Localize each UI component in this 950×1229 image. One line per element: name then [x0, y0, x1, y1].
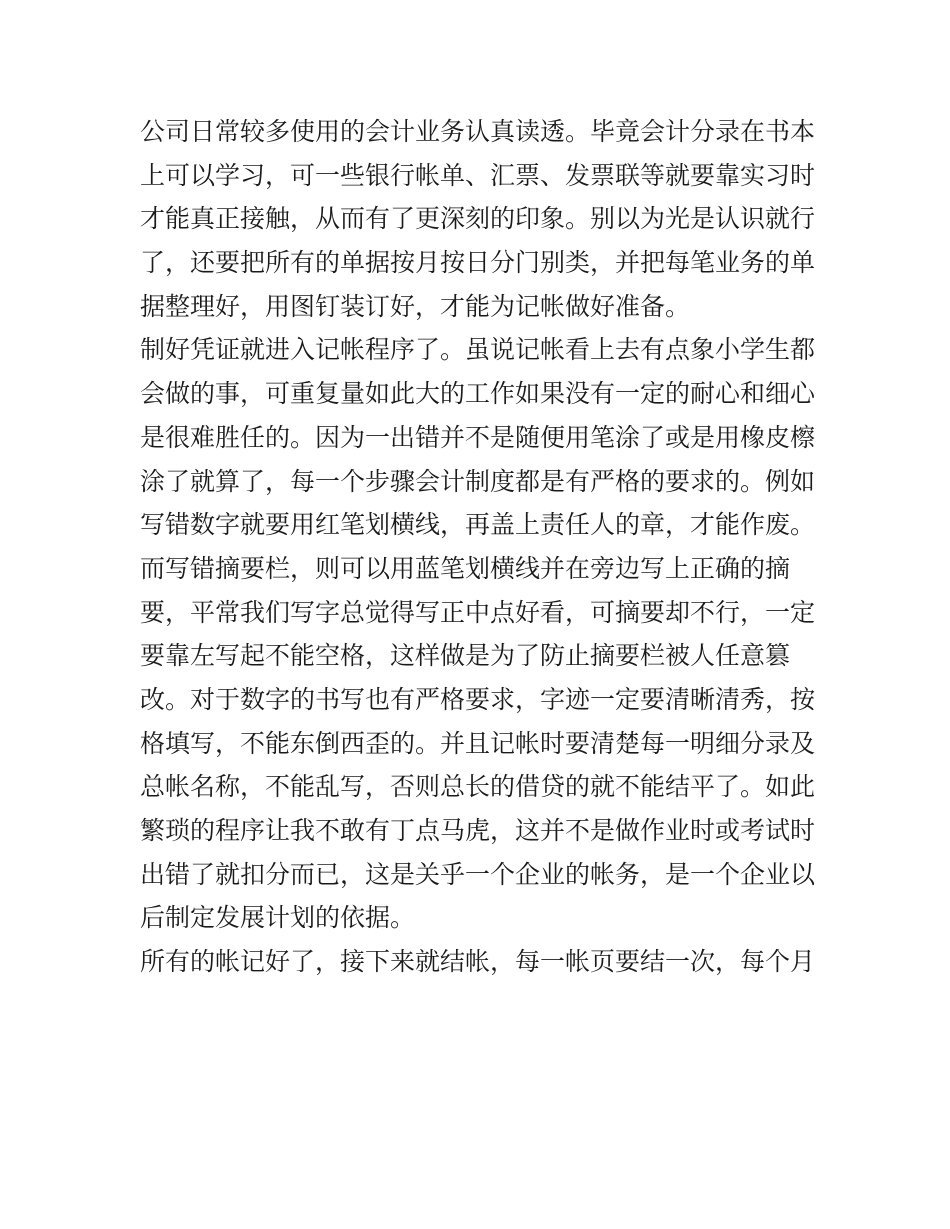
text-line-6: 制好凭证就进入记帐程序了。虽说记帐看上去有点象小学生都 [140, 335, 816, 365]
text-line-4: 了，还要把所有的单据按月按日分门别类，并把每笔业务的单 [140, 248, 816, 278]
text-line-3: 才能真正接触，从而有了更深刻的印象。别以为光是认识就行 [140, 204, 816, 234]
text-line-5: 据整理好，用图钉装订好，才能为记帐做好准备。 [140, 291, 691, 321]
text-line-16: 总帐名称，不能乱写，否则总长的借贷的就不能结平了。如此 [140, 772, 816, 802]
text-line-19: 后制定发展计划的依据。 [140, 903, 416, 933]
text-line-14: 改。对于数字的书写也有严格要求，字迹一定要清晰清秀，按 [140, 684, 816, 714]
text-line-17: 繁琐的程序让我不敢有丁点马虎，这并不是做作业时或考试时 [140, 816, 816, 845]
text-line-18: 出错了就扣分而已，这是关乎一个企业的帐务，是一个企业以 [140, 859, 816, 889]
text-line-13: 要靠左写起不能空格，这样做是为了防止摘要栏被人任意篡 [140, 641, 791, 671]
text-line-20: 所有的帐记好了，接下来就结帐，每一帐页要结一次，每个月 [140, 947, 816, 977]
text-line-10: 写错数字就要用红笔划横线，再盖上责任人的章，才能作废。 [140, 510, 816, 540]
text-line-11: 而写错摘要栏，则可以用蓝笔划横线并在旁边写上正确的摘 [140, 553, 791, 583]
text-line-1: 公司日常较多使用的会计业务认真读透。毕竟会计分录在书本 [140, 117, 816, 146]
text-line-2: 上可以学习，可一些银行帐单、汇票、发票联等就要靠实习时 [140, 160, 816, 190]
text-line-15: 格填写，不能东倒西歪的。并且记帐时要清楚每一明细分录及 [140, 728, 816, 758]
text-line-7: 会做的事，可重复量如此大的工作如果没有一定的耐心和细心 [140, 379, 816, 409]
body-text [140, 110, 820, 984]
text-line-8: 是很难胜任的。因为一出错并不是随便用笔涂了或是用橡皮檫 [140, 422, 816, 452]
text-line-9: 涂了就算了，每一个步骤会计制度都是有严格的要求的。例如 [140, 466, 816, 496]
text-line-12: 要，平常我们写字总觉得写正中点好看，可摘要却不行，一定 [140, 597, 816, 627]
